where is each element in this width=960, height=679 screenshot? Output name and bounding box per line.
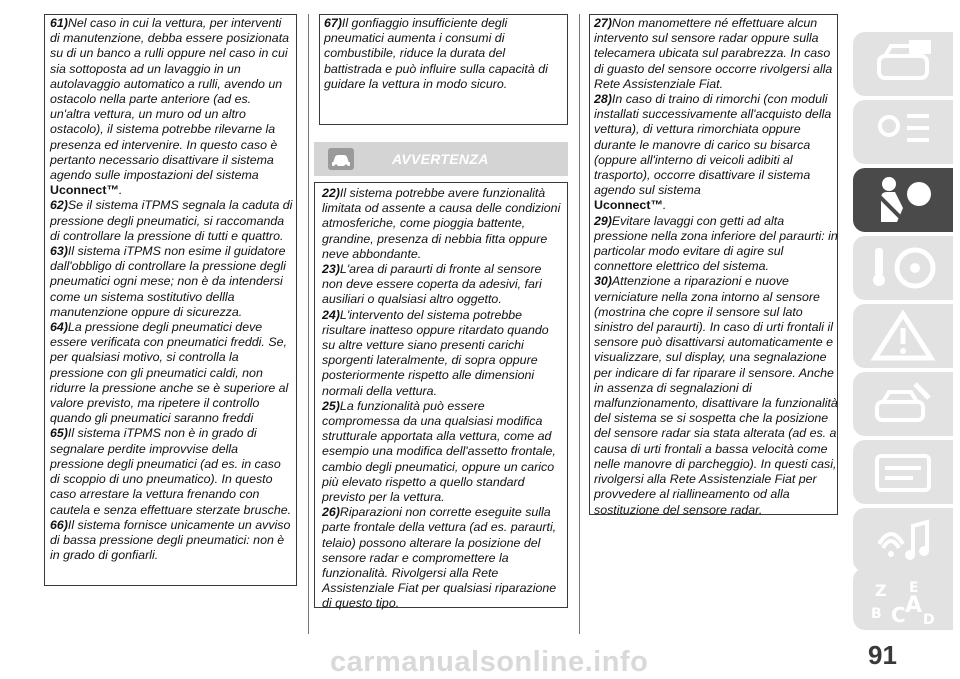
- side-tab-index-letters[interactable]: [853, 568, 953, 630]
- note-paragraph: [322, 308, 564, 399]
- note-number: 63): [50, 244, 68, 259]
- note-paragraph: [594, 16, 838, 92]
- note-number: 65): [50, 426, 68, 441]
- note-text: Riparazioni non corrette eseguite sulla parte frontale della vettura (ad es. paraurti, telaio) possono alterare la posizione del sensore radar e compromettere la funzionalità. Rivolgersi alla Rete Assistenziale Fiat per qualsiasi riparazione di questo tipo.: [322, 505, 557, 611]
- note-number: 62): [50, 198, 68, 213]
- note-text: Evitare lavaggi con getti ad alta pressione nella zona inferiore del paraurti: in particolar modo evitare di agire sul connettore elettrico del sistema.: [594, 213, 838, 274]
- note-number: 67): [324, 16, 342, 30]
- note-number: 28): [594, 92, 612, 107]
- svg-text:D: D: [923, 612, 935, 626]
- note-text: L'area di paraurti di fronte al sensore non deve essere coperta da adesivi, fari ausiliari o qualsiasi altro oggetto.: [322, 262, 542, 307]
- svg-text:A: A: [905, 593, 923, 618]
- note-paragraph: [50, 518, 293, 564]
- note-tail: .: [118, 183, 123, 198]
- note-text: Il sistema iTPMS non esime il guidatore dall'obbligo di controllare la pressione degli pneumatici ogni mese; non è da intendersi come un sistema sostitutivo dellla manutenzione oppure di sicurezza.: [50, 244, 286, 319]
- car-warning-icon: [328, 148, 354, 170]
- note-text: Il sistema iTPMS non è in grado di segnalare perdite improvvise della pressione degli pneumatici (ad es. in caso di scoppio di uno pneumatico). In questo caso arrestare la vettura frenando con cautela e senza effettuare sterzate brusche.: [50, 426, 292, 517]
- svg-text:B: B: [871, 606, 882, 622]
- note-number: 22): [322, 186, 340, 200]
- note-number: 61): [50, 16, 68, 30]
- svg-text:E: E: [909, 580, 919, 596]
- column-1-text: [50, 16, 293, 563]
- warning-header: [314, 142, 568, 176]
- note-number: 29): [594, 213, 612, 228]
- note-text: Non manomettere né effettuare alcun intervento sul sensore radar oppure sulla telecamera ubicata sul parabrezza. In caso di guasto del sensore occorre rivolgersi alla Rete Assistenziale Fiat.: [594, 16, 833, 91]
- note-paragraph: [322, 262, 564, 308]
- note-text: In caso di traino di rimorchi (con moduli installati successivamente all'acquisto della vettura), di vettura rimorchiata oppure durante le manovre di carico su bisarca (oppure all'interno di veicoli adibiti al trasporto), occorre disattivare il sistema agendo sul sistema: [594, 92, 832, 198]
- note-text: La funzionalità può essere compromessa da una qualsiasi modifica strutturale apportata alla vettura, come ad esempio una modifica dell'assetto frontale, cambio degli pneumatici, oppure un carico più elevato rispetto a quello standard previsto per la vettura.: [322, 398, 556, 505]
- note-text: L'intervento del sistema potrebbe risultare inatteso oppure ritardato quando su altre vetture siano presenti carichi sporgenti lateralmente, di sopra oppure posteriormente rispetto alle dimensioni normali della vettura.: [322, 307, 549, 398]
- column-divider-2: [579, 14, 580, 634]
- side-tab-seatbelt-airbag[interactable]: [853, 168, 953, 232]
- side-tab-warning-triangle[interactable]: [853, 304, 953, 368]
- note-text: Attenzione a riparazioni e nuove verniciature nella zona intorno al sensore (mostrina che copre il sensore sul lato sinistro del paraurti). In caso di urti frontali il sensore può disattivarsi automaticamente e visualizzare, sul display, una segnalazione per indicare di far riparare il sensore. Anche in assenza di segnalazioni di malfunzionamento, disattivare la funzionalità del sistema se si sospetta che la posizione del sensore radar sia stata alterata (ad es. a causa di urti frontali a bassa velocità come nelle manovre di parcheggio). In questi casi, rivolgersi alla Rete Assistenziale Fiat per provvedere al riallineamento od alla sostituzione del sensore radar.: [594, 274, 838, 517]
- column-3-text: [594, 16, 838, 518]
- warning-text: [322, 186, 564, 612]
- note-number: 24): [322, 307, 340, 322]
- note-paragraph: [50, 244, 293, 320]
- note-paragraph: [594, 214, 838, 275]
- svg-text:C: C: [891, 603, 906, 626]
- note-number: 26): [322, 505, 340, 520]
- side-tab-dashboard-lights[interactable]: [853, 100, 953, 164]
- note-tail: .: [662, 198, 667, 213]
- note-text: Il gonfiaggio insufficiente degli pneumatici aumenta i consumi di combustibile, riduce la durata del battistrada e può influire sulla capacità di guidare la vettura in modo sicuro.: [324, 16, 548, 91]
- note-number: 27): [594, 16, 612, 30]
- page-number: 91: [868, 640, 897, 670]
- note-bold-term: Uconnect™: [594, 198, 663, 213]
- side-tab-car-specs[interactable]: [853, 440, 953, 504]
- note-paragraph: [50, 426, 293, 517]
- note-paragraph: [322, 399, 564, 505]
- side-tab-multimedia[interactable]: [853, 508, 953, 572]
- watermark: carmanualsonline.info: [330, 646, 649, 678]
- svg-text:Z: Z: [875, 581, 887, 600]
- note-number: 66): [50, 517, 68, 532]
- note-paragraph: [324, 16, 564, 92]
- note-text: Se il sistema iTPMS segnala la caduta di pressione degli pneumatici, si raccomanda di controllare la pressione di tutti e quattro.: [50, 198, 293, 243]
- note-text: La pressione degli pneumatici deve essere verificata con pneumatici freddi. Se, per qualsiasi motivo, si controlla la pressione con gli pneumatici caldi, non ridurre la pressione anche se è superiore al valore previsto, ma ripetere il controllo quando gli pneumatici saranno freddi: [50, 320, 289, 426]
- side-tab-car-info[interactable]: [853, 32, 953, 96]
- note-paragraph: [50, 198, 293, 244]
- note-paragraph: [322, 505, 564, 611]
- note-number: 64): [50, 320, 68, 335]
- note-number: 30): [594, 274, 612, 289]
- note-number: 23): [322, 262, 340, 277]
- side-tab-key-steering[interactable]: [853, 236, 953, 300]
- note-paragraph: [322, 186, 564, 262]
- note-bold-term: Uconnect™: [50, 183, 119, 198]
- note-paragraph: [50, 16, 293, 198]
- note-number: 25): [322, 398, 340, 413]
- note-text: Nel caso in cui la vettura, per interventi di manutenzione, debba essere posizionata su di un banco a rulli oppure nel caso in cui sia sottoposta ad un lavaggio in un autolavaggio automatico a rulli, avendo un ostacolo nella parte anteriore (ad es. un'altra vettura, un muro od un altro ostacolo), il sistema potrebbe rilevarne la presenza ed intervenire. In questo caso è pertanto necessario disattivare il sistema agendo sulle impostazioni del sistema: [50, 16, 290, 183]
- note-text: Il sistema fornisce unicamente un avviso di bassa pressione degli pneumatici: non è in grado di gonfiarli.: [50, 517, 291, 563]
- warning-title: AVVERTENZA: [392, 151, 489, 167]
- side-tab-wrench-car[interactable]: [853, 372, 953, 436]
- column-2-top-text: [324, 16, 564, 92]
- note-text: Il sistema potrebbe avere funzionalità limitata od assente a causa delle condizioni atmosferiche, come pioggia battente, grandine, presenza di nebbia fitta oppure neve abbondante.: [322, 186, 561, 261]
- note-paragraph: [594, 274, 838, 517]
- note-paragraph: [50, 320, 293, 426]
- column-divider-1: [308, 14, 309, 634]
- note-paragraph: [594, 92, 838, 214]
